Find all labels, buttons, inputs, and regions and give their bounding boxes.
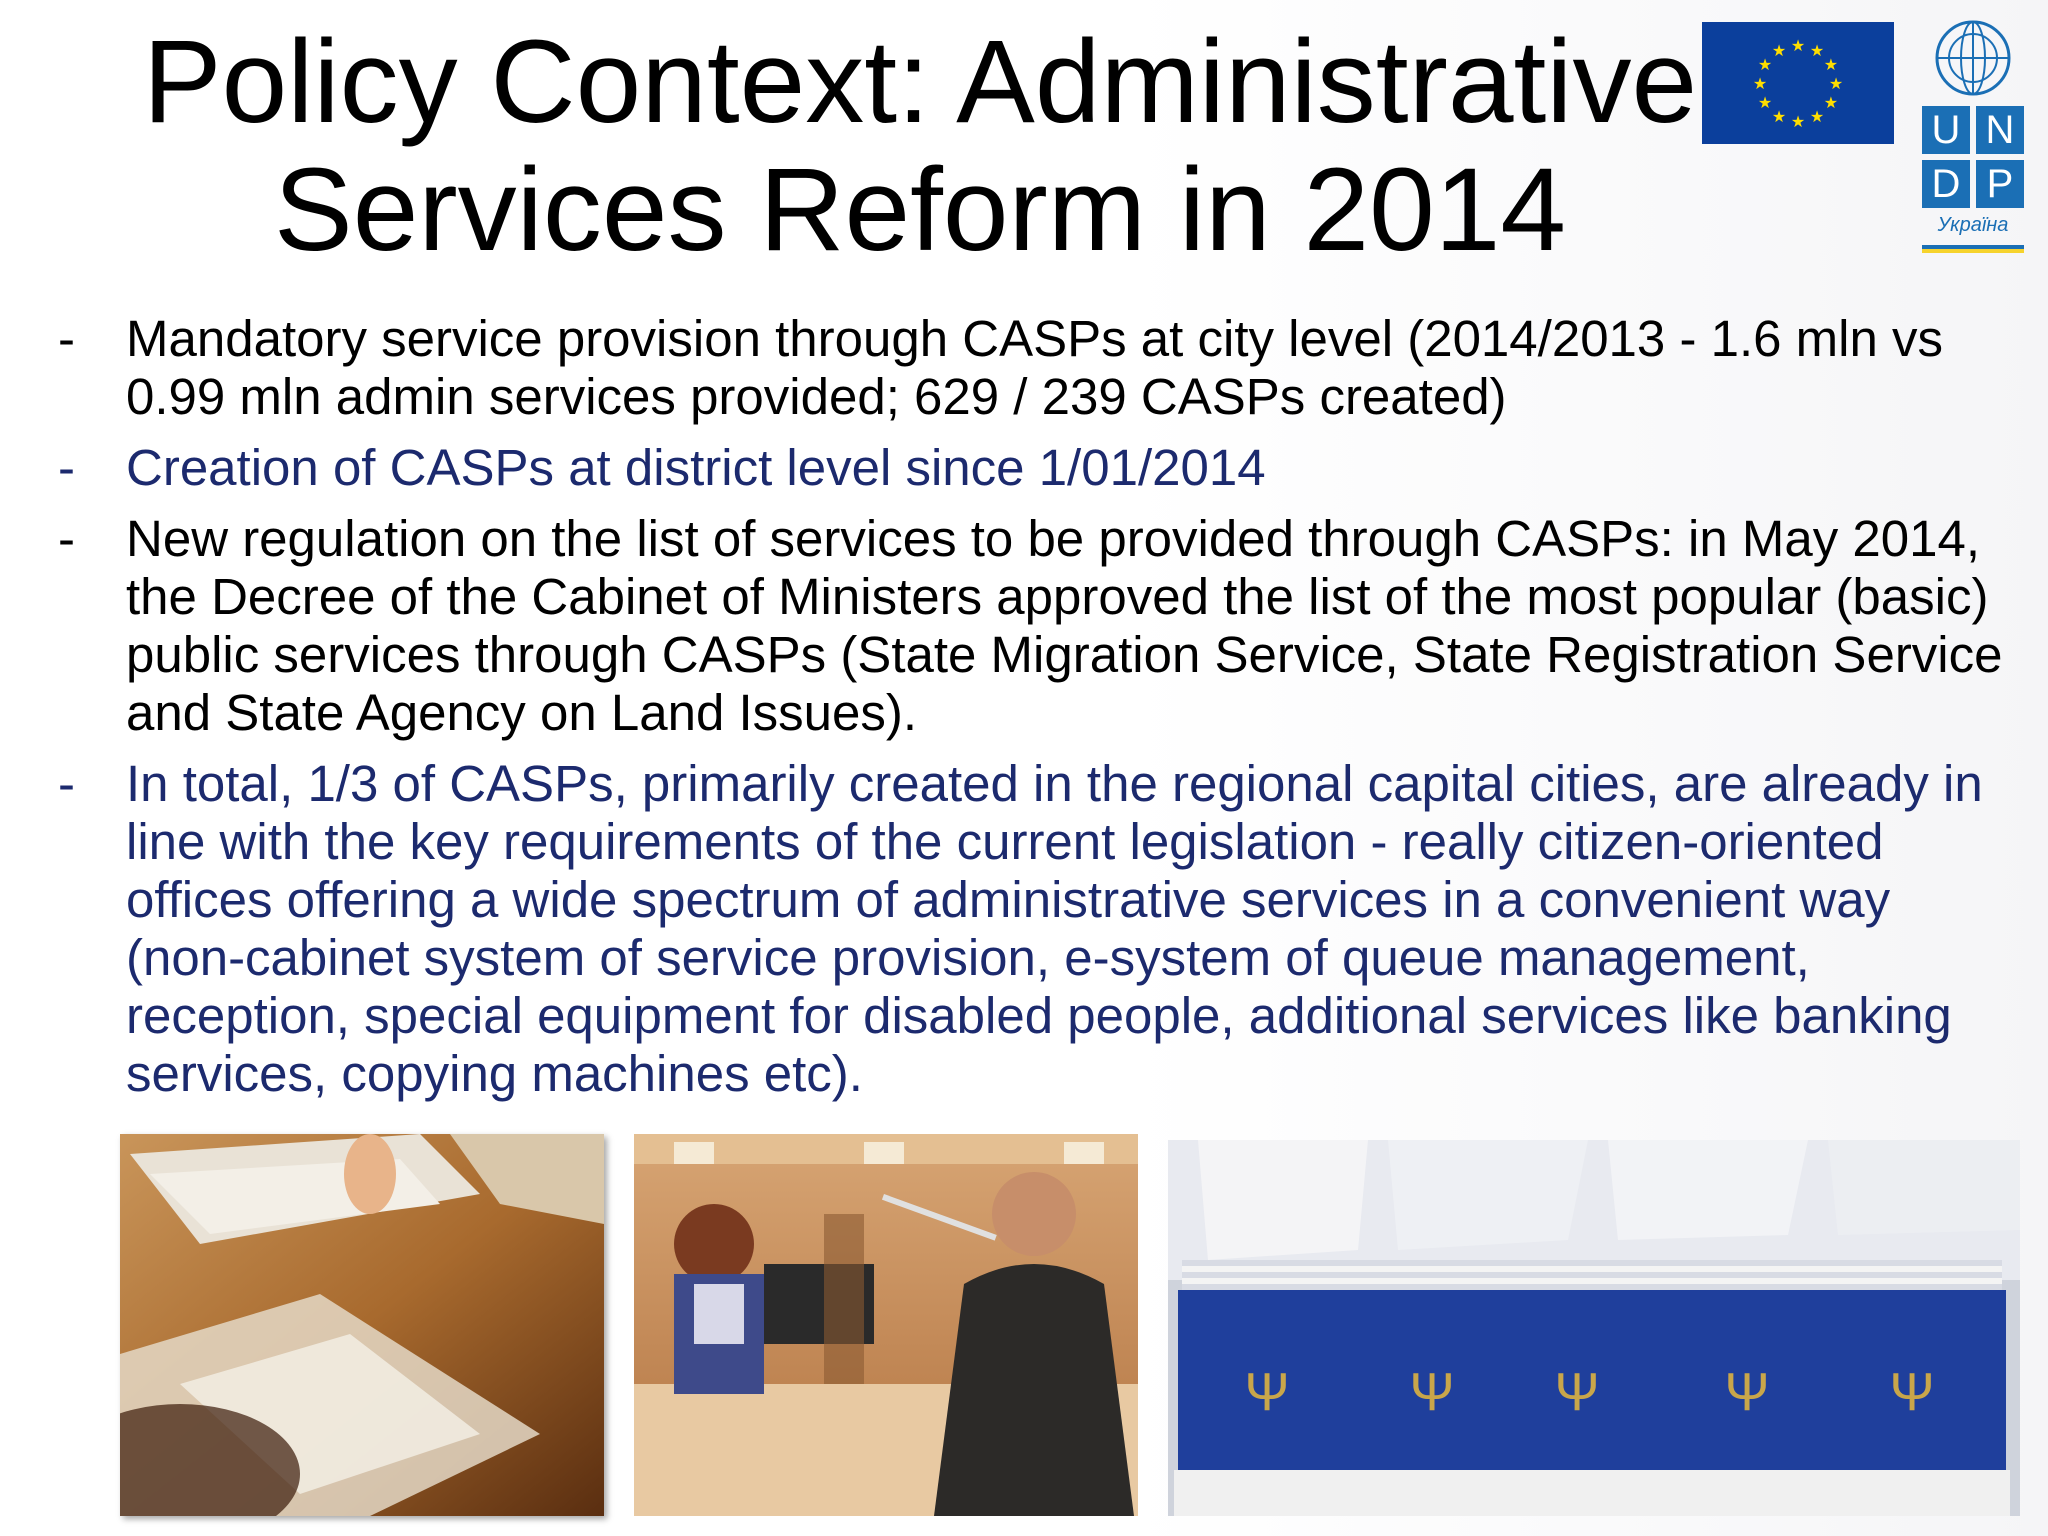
trident-icon: Ψ [1244, 1362, 1290, 1422]
service-desk-photo [634, 1134, 1138, 1516]
bullet-text: New regulation on the list of services to be provided through CASPs: in May 2014, the Decree of the Cabinet of Ministers approved the list of the most popular (basic) public services through CASPs (State Migration Service, State Registration Service and State Agency on Land Issues). [126, 510, 2003, 741]
bullet-text: Mandatory service provision through CASPs at city level (2014/2013 - 1.6 mln vs 0.99 mln admin services provided; 629 / 239 CASPs created) [126, 310, 1944, 425]
eu-star-icon: ★ [1790, 38, 1806, 55]
passport-stack [1654, 1260, 1840, 1516]
eu-star-icon: ★ [1809, 43, 1825, 61]
trident-icon: Ψ [1554, 1362, 1600, 1422]
bullet-text: In total, 1/3 of CASPs, primarily created in the regional capital cities, are already in line with the key requirements of the current legislation - really citizen-oriented offices offering a wide spectrum of administrative services in a convenient way (non-cabinet system of service provision, e-system of queue management, reception, special equipment for disabled people, additional services like banking services, copying machines etc). [126, 755, 1983, 1102]
ukraine-flag-stripe [1922, 245, 2024, 253]
title-line-2: Services Reform in 2014 [273, 144, 1566, 276]
eu-star-icon: ★ [1771, 108, 1787, 126]
undp-logo [1922, 18, 2024, 270]
title-line-1: Policy Context: Administrative [142, 16, 1698, 148]
eu-flag-logo [1702, 22, 1894, 144]
bullet-item [58, 439, 2018, 497]
passport-stack [1174, 1260, 1360, 1516]
eu-star-icon: ★ [1809, 108, 1825, 126]
bullet-dash: - [58, 310, 75, 367]
bullet-item [58, 755, 2018, 1103]
trident-icon: Ψ [1409, 1362, 1455, 1422]
undp-country-label: Україна [1937, 214, 2009, 236]
slide-title [130, 18, 1710, 274]
undp-letter-p: P [1976, 160, 2024, 208]
documents-photo [120, 1134, 604, 1516]
trident-icon: Ψ [1889, 1362, 1935, 1422]
trident-icon: Ψ [1724, 1362, 1770, 1422]
bullet-dash: - [58, 755, 75, 812]
eu-star-icon: ★ [1823, 95, 1839, 112]
eu-star-icon: ★ [1828, 76, 1844, 93]
passport-stack [1814, 1260, 2010, 1516]
eu-star-icon: ★ [1757, 57, 1773, 74]
bullet-item [58, 310, 2018, 426]
eu-star-icon: ★ [1790, 114, 1806, 131]
un-emblem-icon [1933, 18, 2013, 98]
undp-letter-d: D [1922, 160, 1970, 208]
bullet-item [58, 510, 2018, 742]
passports-photo [1168, 1140, 2020, 1516]
bullet-text: Creation of CASPs at district level since 1/01/2014 [126, 439, 1266, 496]
undp-letter-u: U [1922, 106, 1970, 154]
eu-star-icon: ★ [1823, 57, 1839, 74]
bullet-dash: - [58, 439, 75, 496]
eu-star-icon: ★ [1752, 76, 1768, 93]
bullet-dash: - [58, 510, 75, 567]
bullet-list [58, 310, 2018, 1116]
passport-stack [1484, 1260, 1670, 1516]
undp-letter-n: N [1976, 106, 2024, 154]
eu-star-icon: ★ [1757, 95, 1773, 112]
eu-star-icon: ★ [1771, 43, 1787, 61]
